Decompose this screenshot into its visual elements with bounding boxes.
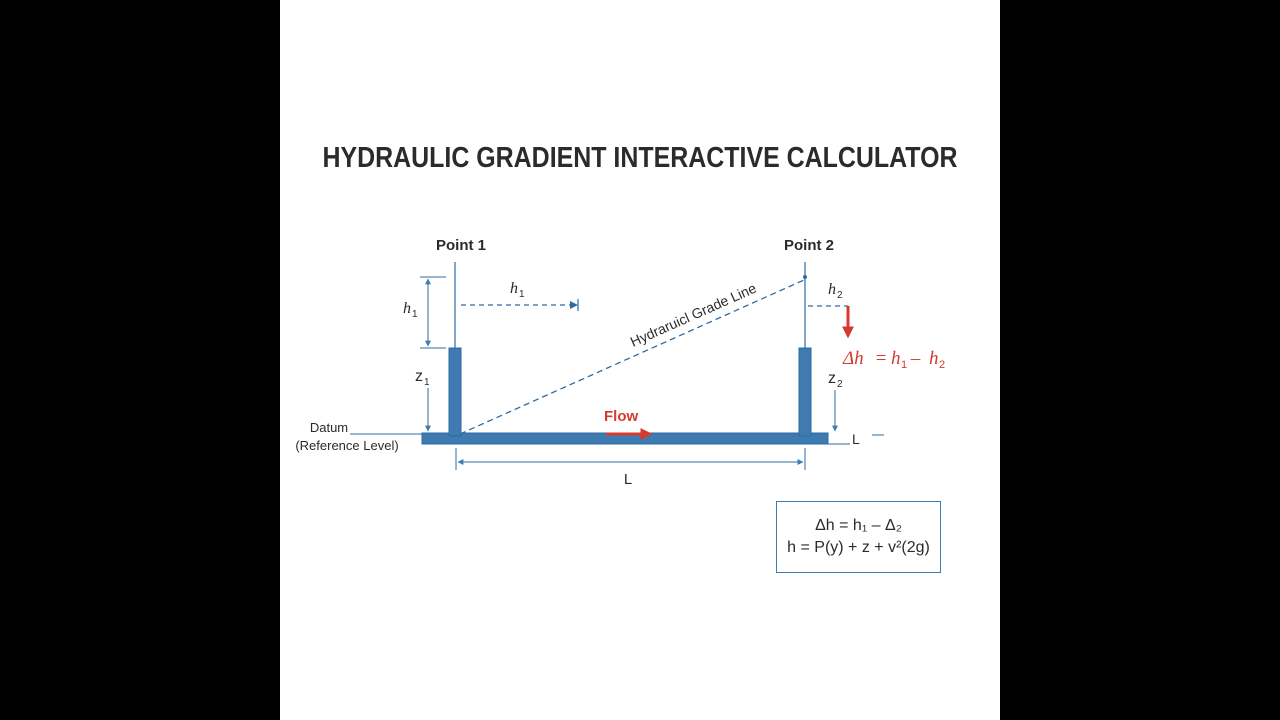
z2-label — [828, 370, 843, 390]
svg-text:h: h — [929, 348, 939, 369]
svg-text:2: 2 — [837, 379, 843, 390]
datum-label: Datum — [309, 420, 349, 435]
h2-label — [828, 281, 843, 301]
datum-sublabel: (Reference Level) — [295, 438, 399, 453]
point-2-label: Point 2 — [783, 237, 835, 254]
delta-h-equation — [842, 348, 945, 371]
z1-label — [415, 368, 430, 388]
svg-text:1: 1 — [901, 359, 908, 371]
svg-text:Δh: Δh — [843, 348, 864, 369]
h1-left-label — [403, 300, 418, 320]
hgl-point-2 — [803, 275, 807, 279]
formula-box — [776, 501, 941, 573]
svg-text:1: 1 — [412, 309, 418, 320]
svg-text:2: 2 — [837, 290, 843, 301]
length-label: L — [623, 471, 633, 488]
svg-text:h: h — [403, 300, 411, 317]
flow-label: Flow — [604, 408, 639, 425]
formula-line-1: Δh = h₁ – Δ₂ — [815, 517, 902, 534]
svg-text:h: h — [891, 348, 901, 369]
formula-line-2: h = P(y) + z + v²(2g) — [787, 539, 930, 556]
standpipe-1 — [449, 348, 461, 436]
h1-arrowhead — [570, 301, 578, 309]
svg-text:h: h — [510, 280, 518, 297]
h1-top-label — [510, 280, 525, 300]
svg-text:2: 2 — [939, 359, 946, 371]
svg-text:–: – — [906, 348, 925, 369]
svg-text:=: = — [871, 348, 892, 369]
right-length-label: L — [852, 431, 860, 447]
svg-text:z: z — [828, 370, 836, 387]
page-title: HYDRAULIC GRADIENT INTERACTIVE CALCULATOR — [322, 142, 958, 174]
point-1-label: Point 1 — [435, 237, 487, 254]
svg-text:1: 1 — [424, 377, 430, 388]
svg-text:z: z — [415, 368, 423, 385]
svg-text:1: 1 — [519, 289, 525, 300]
hgl-label: Hydraruicl Grade Line — [627, 279, 759, 350]
svg-text:h: h — [828, 281, 836, 298]
standpipe-2 — [799, 348, 811, 436]
